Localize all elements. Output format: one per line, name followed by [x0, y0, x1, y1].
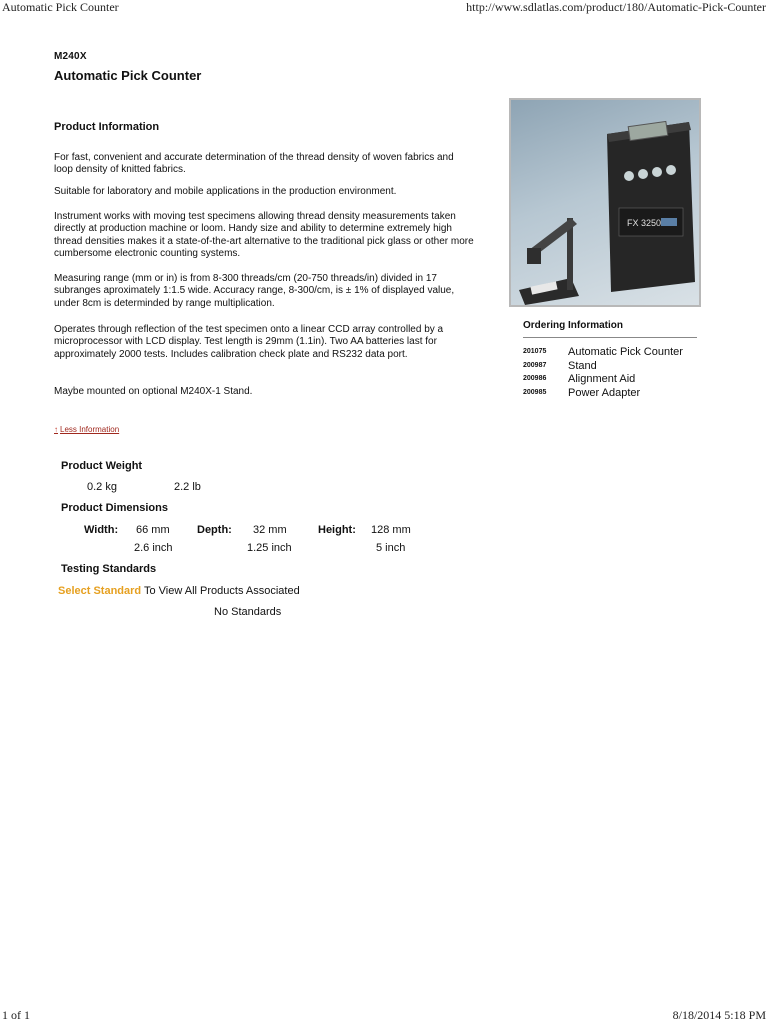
- product-information-heading: Product Information: [54, 121, 160, 133]
- print-footer-page: 1 of 1: [2, 1008, 30, 1022]
- product-weight-heading: Product Weight: [61, 460, 143, 472]
- divider: [523, 337, 697, 338]
- width-label: Width:: [84, 524, 119, 536]
- no-standards-text: No Standards: [214, 606, 282, 618]
- device-label: FX 3250: [627, 218, 662, 228]
- product-dimensions-heading: Product Dimensions: [61, 502, 168, 514]
- arrow-up-icon: ↑: [54, 425, 58, 434]
- width-mm: 66 mm: [136, 524, 170, 536]
- height-inch: 5 inch: [376, 542, 406, 554]
- ordering-row: [523, 387, 640, 399]
- select-standard-link[interactable]: Select Standard: [58, 585, 142, 597]
- weight-kg: 0.2 kg: [87, 481, 117, 493]
- ordering-name: Stand: [568, 360, 597, 372]
- ordering-row: [523, 346, 683, 358]
- product-photo: [509, 98, 701, 307]
- testing-standards-heading: Testing Standards: [61, 563, 157, 575]
- description-paragraph: Suitable for laboratory and mobile applications in the production environment.: [54, 186, 397, 197]
- description-paragraph: Instrument works with moving test specimens allowing thread density measurements taken directly at production machine or loom. Handy size and ability to determine extremely high thread densities makes it a state-of-the-art alternative to the traditional pick glass or other more cumbersome electronic counting systems.: [54, 211, 474, 259]
- print-header-title: Automatic Pick Counter: [2, 0, 119, 14]
- description-paragraph: Measuring range (mm or in) is from 8-300 threads/cm (20-750 threads/in) divided in 17 subranges aproximately 1:1.5 wide. Accuracy range, 8-300/cm, is ± 1% of displayed value, under 8cm is determinded by range multiplication.: [54, 273, 455, 309]
- ordering-name: Power Adapter: [568, 387, 641, 399]
- ordering-row: [523, 373, 635, 385]
- ordering-code: 200986: [523, 375, 547, 382]
- height-label: Height:: [318, 524, 356, 536]
- ordering-name: Automatic Pick Counter: [568, 346, 683, 358]
- product-illustration: [511, 100, 699, 305]
- weight-lb: 2.2 lb: [174, 481, 201, 493]
- ordering-code: 201075: [523, 348, 547, 355]
- ordering-row: [523, 360, 597, 372]
- print-footer-datetime: 8/18/2014 5:18 PM: [672, 1008, 766, 1022]
- page-title: Automatic Pick Counter: [54, 68, 202, 83]
- description-paragraph: Maybe mounted on optional M240X-1 Stand.: [54, 386, 253, 397]
- description-paragraph: Operates through reflection of the test specimen onto a linear CCD array controlled by a microprocessor with LCD display. Test length is 29mm (1.1in). Two AA batteries last for approximately 2000 tests. Includes calibration check plate and RS232 data port.: [54, 324, 444, 360]
- ordering-code: 200987: [523, 362, 547, 369]
- width-inch: 2.6 inch: [134, 542, 173, 554]
- print-header-url[interactable]: http://www.sdlatlas.com/product/180/Automatic-Pick-Counter: [466, 0, 766, 14]
- ordering-information-heading: Ordering Information: [523, 320, 623, 331]
- less-information-link[interactable]: [54, 425, 119, 434]
- depth-label: Depth:: [197, 524, 232, 536]
- model-number: M240X: [54, 51, 87, 62]
- depth-inch: 1.25 inch: [247, 542, 292, 554]
- description-paragraph: For fast, convenient and accurate determination of the thread density of woven fabrics and loop density of knitted fabrics.: [54, 152, 454, 176]
- ordering-name: Alignment Aid: [568, 373, 636, 385]
- ordering-code: 200985: [523, 389, 547, 396]
- depth-mm: 32 mm: [253, 524, 287, 536]
- select-standard-suffix: To View All Products Associated: [141, 585, 300, 597]
- height-mm: 128 mm: [371, 524, 411, 536]
- select-standard-line: [58, 585, 300, 597]
- less-information-label: Less Information: [60, 425, 120, 434]
